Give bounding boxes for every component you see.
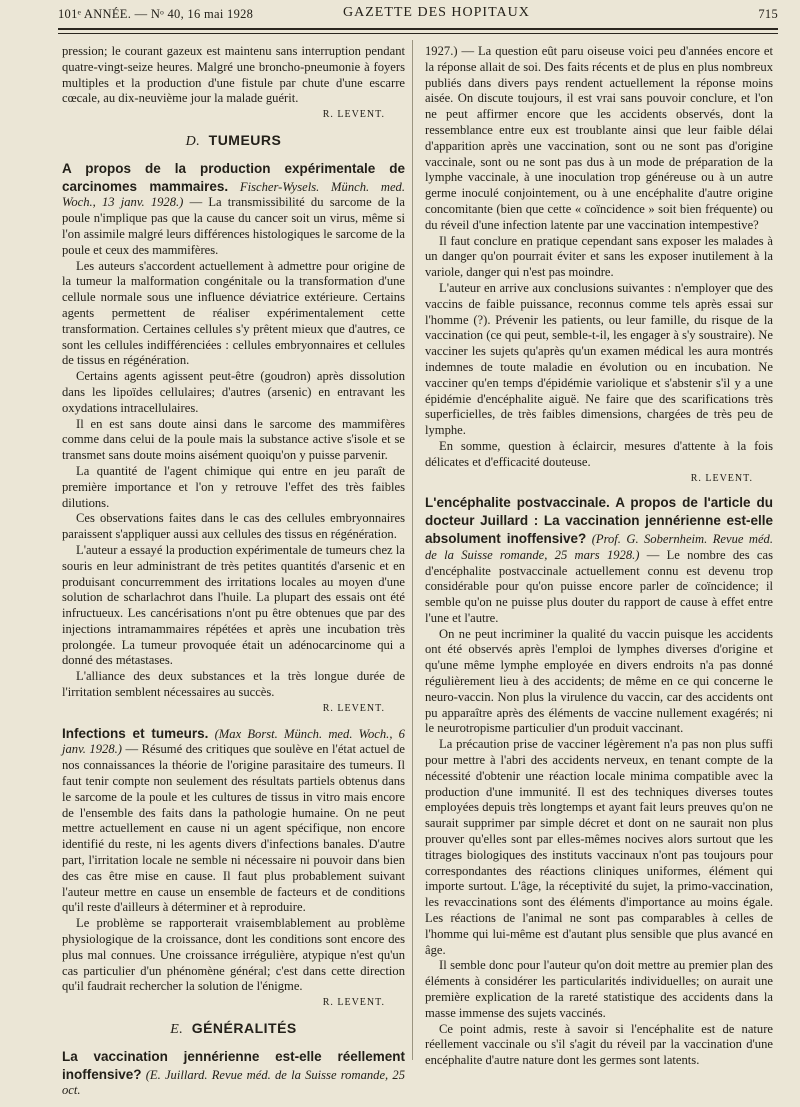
section-title: TUMEURS (208, 131, 282, 148)
signature: R. LEVENT. (322, 109, 385, 121)
paragraph: Les auteurs s'accordent actuellement à admettre pour origine de la tumeur la malformation congénitale ou la transformation d'une cellule normale sous une influence déviatrice extérieure. Certains agents permettent de réaliser expérimentalement cette transformation. Certaines cellules s'y prêtent mieux que d'autres, ce sont les cellules indifférenciées : cellules embryonnaires et cellules de tissus en régénération. (62, 258, 405, 368)
paragraph: La précaution prise de vacciner légèrement n'a pas non plus suffi pour mettre à l'abri des accidents nerveux, en tenant compte de la nécessité d'obtenir une réaction locale minima compatible avec la production d'une immunité. Il est des techniques diverses toutes employées depuis très longtemps et ayant fait leurs preuves qu'on ne saurait supprimer par simple décret et dont on ne saurait non plus prouver qu'elles sont par elles-mêmes nocives alors surtout que les titrages biologiques des instituts vaccinaux n'ont pas toujours pour correspondantes des réactions cliniques uniformes, élément qui importe surtout. L'âge, la réceptivité du sujet, la primo-vaccination, les revaccinations sont des éléments d'importance au moins égale. Les réactions de l'animal ne sont pas comparables à celles de l'homme qui lui-même est d'autant plus sensible que plus avancé en âge. (425, 737, 773, 957)
article-vaccination (62, 1048, 405, 1099)
page-number: 715 (758, 7, 778, 21)
left-column (62, 44, 405, 1099)
header-rule (58, 28, 778, 30)
section-heading-tumeurs (62, 133, 405, 150)
article-text: — Le nombre des cas d'encéphalite postvaccinale actuellement connu est devenu trop considérable pour qu'on puisse encore parler de coïncidence; il semble qu'on ne puisse plus douter du rapport de cause à effet entre l'une et l'autre. (425, 547, 773, 625)
column-divider (412, 40, 413, 1060)
article-source: (Prof. G. Sobernheim. Revue méd. de la Suisse romande, 25 mars 1928.) (425, 531, 773, 562)
paragraph: Ce point admis, reste à savoir si l'encéphalite est de nature réellement vaccinale ou s'il s'agit du réveil par la vaccination d'une encéphalite d'autre nature dont les germes sont latents. (425, 1021, 773, 1068)
section-title: GÉNÉRALITÉS (191, 1020, 297, 1037)
article-carcinomes (62, 160, 405, 717)
header-rule-thin (58, 33, 778, 34)
article-source: (E. Juillard. Revue méd. de la Suisse romande, 25 oct. (62, 1067, 405, 1098)
paragraph: Le problème se rapporterait vraisemblablement au problème physiologique de la croissance, dont les conditions sont encore des plus mal connues. Une croissance irrégulière, atypique n'est qu'un cas particulier d'un phénomène général; c'est dans cette direction qu'il faudrait rechercher la solution de l'énigme. (62, 916, 405, 994)
paragraph: Ces observations faites dans le cas des cellules embryonnaires paraissent s'appliquer aussi aux cellules des tissus en régénération. (62, 511, 405, 542)
issue-info: 101ᵉ ANNÉE. — Nᵒ 40, 16 mai 1928 (58, 7, 254, 21)
article-lead (62, 160, 405, 259)
section-letter: E. (170, 1022, 184, 1038)
article-lead (62, 725, 405, 917)
signature: R. LEVENT. (322, 702, 385, 714)
paragraph: L'alliance des deux substances et la très longue durée de l'irritation semblent nécessaires au succès. (62, 669, 405, 700)
article-encephalite (425, 494, 773, 1069)
journal-title: GAZETTE DES HOPITAUX (343, 5, 530, 20)
paragraph: L'auteur en arrive aux conclusions suivantes : n'employer que des vaccins de faible puissance, reconnus comme tels après essai sur l'homme (?). Prévenir les patients, ou leur famille, du risque de la vaccination (ce qui peut, semble-t-il, les engager à s'y soustraire). Ne vacciner les sujets qu'après qu'un examen médical les aura montrés indemnes de toute maladie en évolution ou en incubation. Ne vacciner qu'en temps d'épidémie variolique et s'abstenir s'il y a une épidémie d'encéphalite aiguë. Ne faire que des scarifications très superficielles, de très faibles dimensions, chargées de très peu de lymphe. (425, 280, 773, 438)
intro-paragraph: pression; le courant gazeux est maintenu sans interruption pendant quatre-vingt-seize heures. Malgré une broncho-pneumonie à foyers multiples et la production d'une fistule par chute d'une escarre cœcale, au dix-neuvième jour la malade guérit. (62, 44, 405, 106)
paragraph: Certains agents agissent peut-être (goudron) après dissolution dans les lipoïdes cellulaires; d'autres (arsenic) en entravant les oxydations intracellulaires. (62, 369, 405, 415)
section-heading-generalites (62, 1021, 405, 1038)
article-title: L'encéphalite postvaccinale. A propos de l'article du docteur Juillard : La vaccination jennérienne est-elle absolument inoffensive? (425, 495, 773, 546)
section-letter: D. (185, 133, 201, 149)
article-title: La vaccination jennérienne est-elle réellement inoffensive? (62, 1048, 405, 1082)
page-header (58, 5, 778, 27)
paragraph: On ne peut incriminer la qualité du vaccin puisque les accidents ont été observés après l'emploi de lymphes diverses d'origine et qu'une même lymphe employée en divers endroits n'a pas donné régulièrement lieu à des accidents; de même en ce qui concerne le neuro-vaccin. Non plus la virulence du vaccin, car des accidents ont pu apparaître après des éléments de vaccine nullement exagérés; ni le neurotropisme particulier d'un produit vaccinant. (425, 626, 773, 736)
article-lead (425, 494, 773, 626)
article-title: Infections et tumeurs. (62, 725, 209, 741)
article-source: Fischer-Wysels. Münch. med. Woch., 13 janv. 1928.) (62, 179, 406, 210)
right-column (425, 44, 773, 1069)
paragraph: Il en est sans doute ainsi dans le sarcome des mammifères comme dans celui de la poule mais la substance active s'isole et se transmet sans doute moins aisément quoiqu'on y puisse parvenir. (62, 416, 405, 463)
paragraph: 1927.) — La question eût paru oiseuse voici peu d'années encore et la réponse allait de soi. Des faits récents et de plus en plus nombreux publiés dans divers pays rendent actuellement la réponse moins aisée. On discute toujours, il est vrai sans pouvoir conclure, et l'on ne peut affirmer encore que les accidents observés, dont la ressemblance entre eux est troublante ainsi que leur faible délai d'apparition après une vaccination, sont ou ne sont pas d'origine vaccinale, sont ou ne sont pas dus à un mode de préparation de la lymphe vaccinale, à une inoculation trop généreuse ou à un autre germe inoculé conjointement, ou à une encéphalite d'autre origine concomitante (bien que cette « coïncidence » soit bien fréquente) ou du réveil d'une infection latente par une vaccination intempestive? (425, 44, 773, 232)
paragraph: Il semble donc pour l'auteur qu'on doit mettre au premier plan des éléments à considérer les particularités individuelles; on aurait une première explication de la rareté statistique des accidents dans la masse immense des sujets vaccinés. (425, 958, 773, 1020)
signature: R. LEVENT. (322, 997, 385, 1009)
paragraph: Il faut conclure en pratique cependant sans exposer les malades à un danger qu'on pourrait éviter et sans les exposer inutilement à la variole, danger qui n'est pas moindre. (425, 233, 773, 280)
article-infections (62, 725, 405, 1011)
article-source: (Max Borst. Münch. med. Woch., 6 janv. 1928.) (62, 726, 405, 757)
article-text: — Résumé des critiques que soulève en l'état actuel de nos connaissances la théorie de l'origine parasitaire des tumeurs. Il faut tenir compte non seulement des résultats partiels obtenus dans le sarcome de la poule et les cultures de tissus in vitro mais encore de l'ensemble des faits dans la pathologie humaine. On ne peut mettre actuellement en cause ni un agent spécifique, non encore identifié du reste, ni les agents divers d'infections banales. D'autre part, l'irritation locale ne semble ni nécessaire ni pouvoir dans bien des cas être mise en cause. Il faut plus probablement suivant l'auteur mettre en cause un ensemble de facteurs et de conditions qu'il reste d'ailleurs à déterminer et à reproduire. (62, 742, 406, 915)
article-lead (62, 1048, 405, 1099)
article-title: A propos de la production expérimentale de carcinomes mammaires. (62, 160, 405, 194)
paragraph: La quantité de l'agent chimique qui entre en jeu paraît de première importance et l'on y retrouve l'effet des très faibles dilutions. (62, 463, 405, 510)
signature: R. LEVENT. (690, 472, 753, 484)
article-text: — La transmissibilité du sarcome de la poule n'implique pas que la cause du cancer soit un virus, même si l'on assimile malgré leurs différences histologiques le sarcome de la poule et ceux des mammifères. (62, 195, 405, 257)
paragraph: En somme, question à éclaircir, mesures d'attente à la fois délicates et d'efficacité douteuse. (425, 438, 773, 469)
paragraph: L'auteur a essayé la production expérimentale de tumeurs chez la souris en leur administrant de très petites quantités d'arsenic et en produisant concurremment des irritations locales au moyen d'une solution de scharlachrot dans l'huile. La plupart des essais ont été infructueux. Les cancérisations n'ont pu être obtenues que par des injections intramammaires répétées et après une incubation très prolongée. La tumeur provoquée était un adénocarcinome qui a donné des métastases. (62, 542, 405, 668)
